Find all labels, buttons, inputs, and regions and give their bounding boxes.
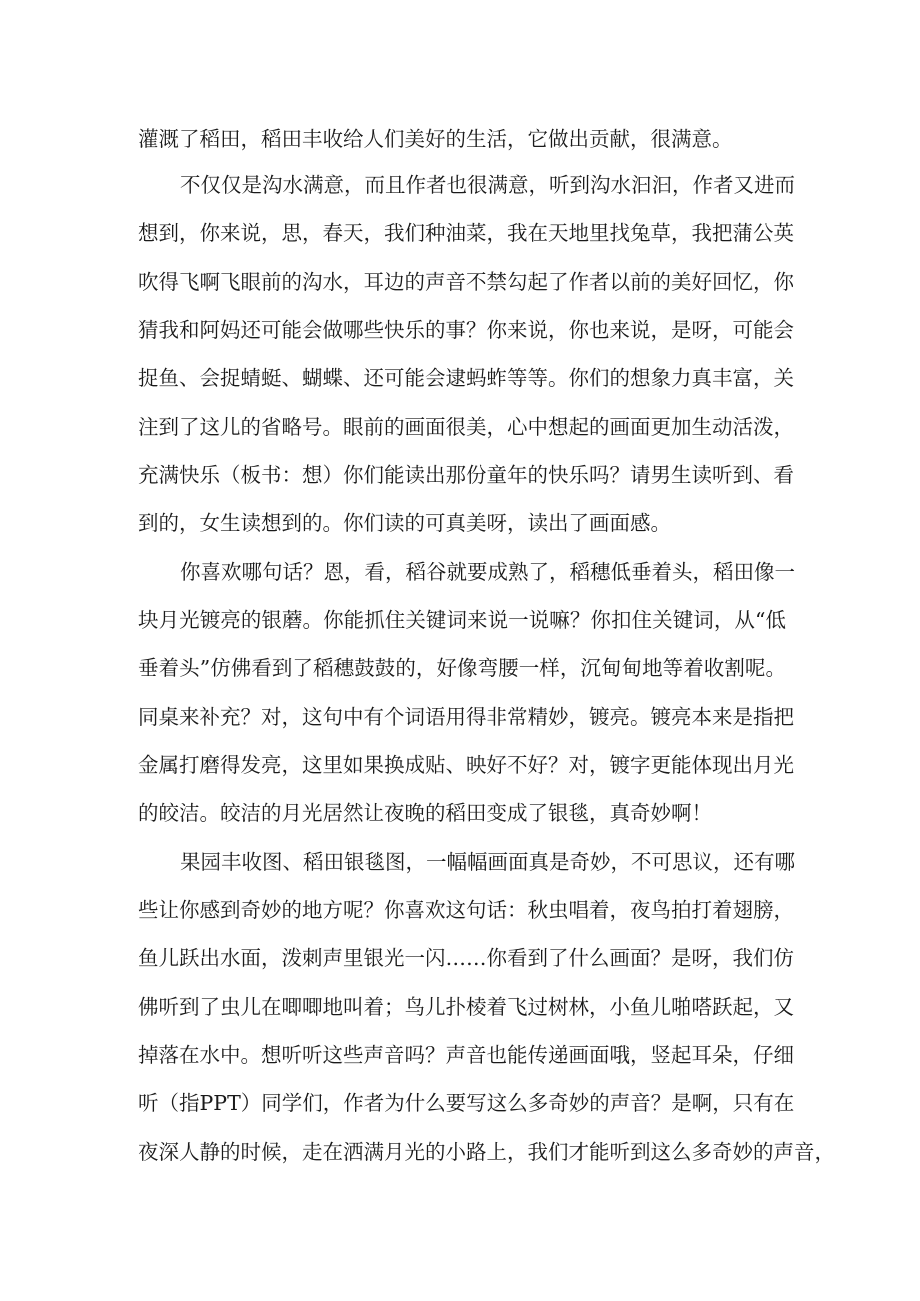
text-line: 些让你感到奇妙的地方呢？你喜欢这句话：秋虫唱着，夜鸟拍打着翅膀，	[138, 898, 794, 922]
text-line: 金属打磨得发亮，这里如果换成贴、映好不好？对，镀字更能体现出月光	[138, 753, 794, 777]
text-line: 不仅仅是沟水满意，而且作者也很满意，听到沟水汩汩，作者又进而	[180, 173, 795, 197]
text-line: 垂着头”仿佛看到了稻穗鼓鼓的，好像弯腰一样，沉甸甸地等着收割呢。	[138, 656, 786, 680]
text-line: 你喜欢哪句话？恩，看，稻谷就要成熟了，稻穗低垂着头，稻田像一	[180, 560, 795, 584]
text-line: 注到了这儿的省略号。眼前的画面很美，心中想起的画面更加生动活泼，	[138, 415, 794, 439]
text-line: 捉鱼、会捉蜻蜓、蝴蝶、还可能会逮蚂蚱等等。你们的想象力真丰富，关	[138, 366, 794, 390]
text-line: 想到，你来说，思，春天，我们种油菜，我在天地里找兔草，我把蒲公英	[138, 221, 794, 245]
text-line: 吹得飞啊飞眼前的沟水，耳边的声音不禁勾起了作者以前的美好回忆，你	[138, 270, 794, 294]
text-line: 块月光镀亮的银蘑。你能抓住关键词来说一说嘛？你扣住关键词，从“低	[138, 608, 786, 632]
text-line: 的皎洁。皎洁的月光居然让夜晚的稻田变成了银毯，真奇妙啊！	[138, 801, 712, 825]
text-line: 听（指PPT）同学们，作者为什么要写这么多奇妙的声音？是啊，只有在	[138, 1091, 795, 1115]
text-line: 佛听到了虫儿在唧唧地叫着；鸟儿扑棱着飞过树林，小鱼儿啪嗒跃起，又	[138, 995, 794, 1019]
text-line: 到的，女生读想到的。你们读的可真美呀，读出了画面感。	[138, 511, 671, 535]
text-line: 灌溉了稻田，稻田丰收给人们美好的生活，它做出贡献，很满意。	[138, 127, 733, 151]
text-line: 充满快乐（板书：想）你们能读出那份童年的快乐吗？请男生读听到、看	[138, 463, 794, 487]
text-line: 夜深人静的时候，走在洒满月光的小路上，我们才能听到这么多奇妙的声音，	[138, 1140, 835, 1164]
text-line: 猜我和阿妈还可能会做哪些快乐的事？你来说，你也来说，是呀，可能会	[138, 318, 794, 342]
text-line: 果园丰收图、稻田银毯图，一幅幅画面真是奇妙，不可思议，还有哪	[180, 850, 795, 874]
text-line: 同桌来补充？对，这句中有个词语用得非常精妙，镀亮。镀亮本来是指把	[138, 705, 794, 729]
text-line: 鱼儿跃出水面，泼刺声里银光一闪……你看到了什么画面？是呀，我们仿	[138, 946, 794, 970]
text-line: 掉落在水中。想听听这些声音吗？声音也能传递画面哦，竖起耳朵，仔细	[138, 1043, 794, 1067]
